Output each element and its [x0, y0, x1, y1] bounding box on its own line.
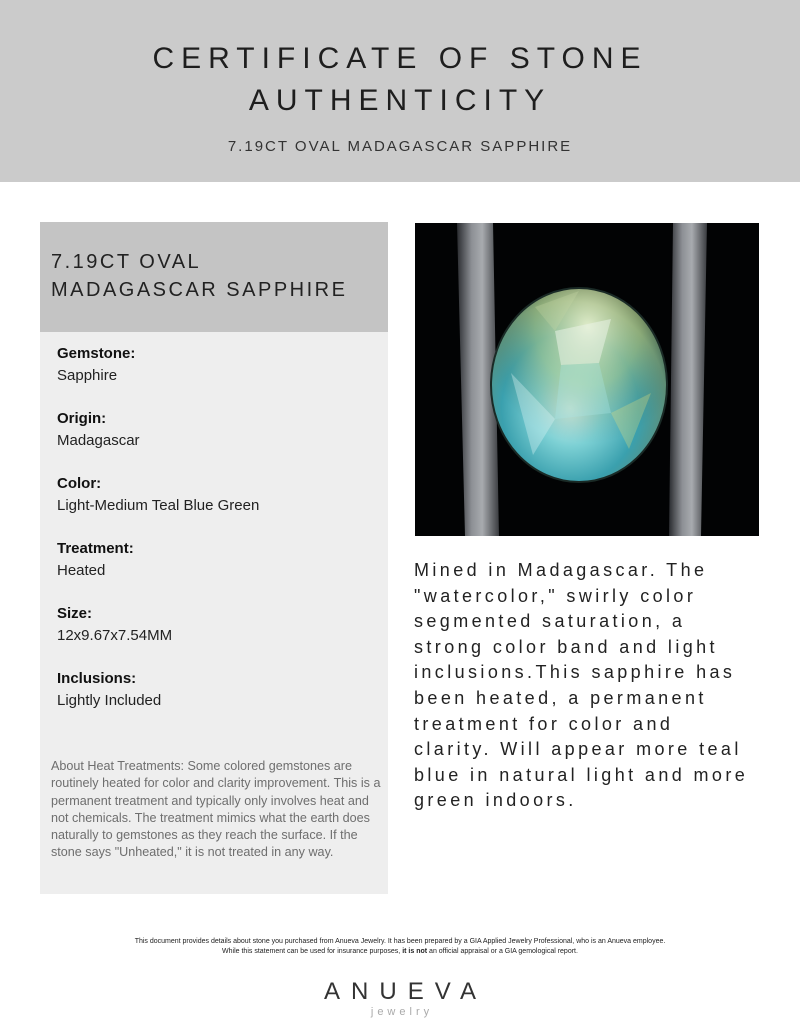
spec-value: 12x9.67x7.54MM [57, 627, 173, 644]
spec-value: Heated [57, 562, 106, 579]
brand-logo [0, 978, 800, 1018]
spec-value: Madagascar [57, 432, 140, 449]
spec-label: Size: [57, 605, 93, 622]
stone-description: Mined in Madagascar. The "watercolor," swirly color segmented saturation, a strong color band and light inclusions.This sapphire has been heated, a permanent treatment for color and clarity. Will appear more teal blue in natural light and more green indoors. [414, 560, 749, 811]
spec-label: Origin: [57, 410, 107, 427]
certificate-subtitle: 7.19CT OVAL MADAGASCAR SAPPHIRE [227, 138, 573, 155]
certificate-title [0, 38, 800, 122]
spec-origin [57, 408, 388, 452]
certificate-header [0, 0, 800, 182]
heat-treatment-note: About Heat Treatments: Some colored gemstones are routinely heated for color and clarity improvement. This is a permanent treatment and typically only involves heat and not chemicals. The treatment mimics what the earth does naturally to gemstones as they reach the surface. If the stone says "Unheated," it is not treated in any way. [51, 759, 381, 860]
spec-label: Treatment: [57, 540, 134, 557]
title-line-1: CERTIFICATE OF STONE [152, 42, 648, 75]
spec-label: Color: [57, 475, 102, 492]
brand-tagline: jewelry [370, 1006, 434, 1018]
disclaimer-text-b: an official appraisal or a GIA gemological report. [429, 948, 578, 955]
disclaimer-line-2 [0, 947, 800, 957]
spec-value: Lightly Included [57, 692, 162, 709]
disclaimer-emphasis: it is not [402, 948, 428, 955]
brand-name: ANUEVA [324, 978, 487, 1005]
spec-gemstone [57, 343, 388, 387]
spec-label: Inclusions: [57, 670, 137, 687]
spec-list [40, 332, 388, 712]
spec-color [57, 473, 388, 517]
sapphire-in-tweezers-photo [415, 223, 759, 536]
spec-label: Gemstone: [57, 345, 136, 362]
disclaimer [0, 937, 800, 957]
title-line-2: AUTHENTICITY [248, 84, 552, 117]
spec-value: Light-Medium Teal Blue Green [57, 497, 260, 514]
stone-name-line-2: MADAGASCAR SAPPHIRE [51, 279, 348, 301]
disclaimer-line-1: This document provides details about stone you purchased from Anueva Jewelry. It has been prepared by a GIA Applied Jewelry Professional, who is an Anueva employee. [134, 938, 666, 945]
spec-treatment [57, 538, 388, 582]
stone-details-panel [40, 222, 388, 894]
stone-name-line-1: 7.19CT OVAL [51, 251, 202, 273]
spec-inclusions [57, 668, 388, 712]
stone-name-banner [40, 222, 388, 332]
spec-value: Sapphire [57, 367, 118, 384]
disclaimer-text-a: While this statement can be used for insurance purposes, [222, 948, 401, 955]
spec-size [57, 603, 388, 647]
